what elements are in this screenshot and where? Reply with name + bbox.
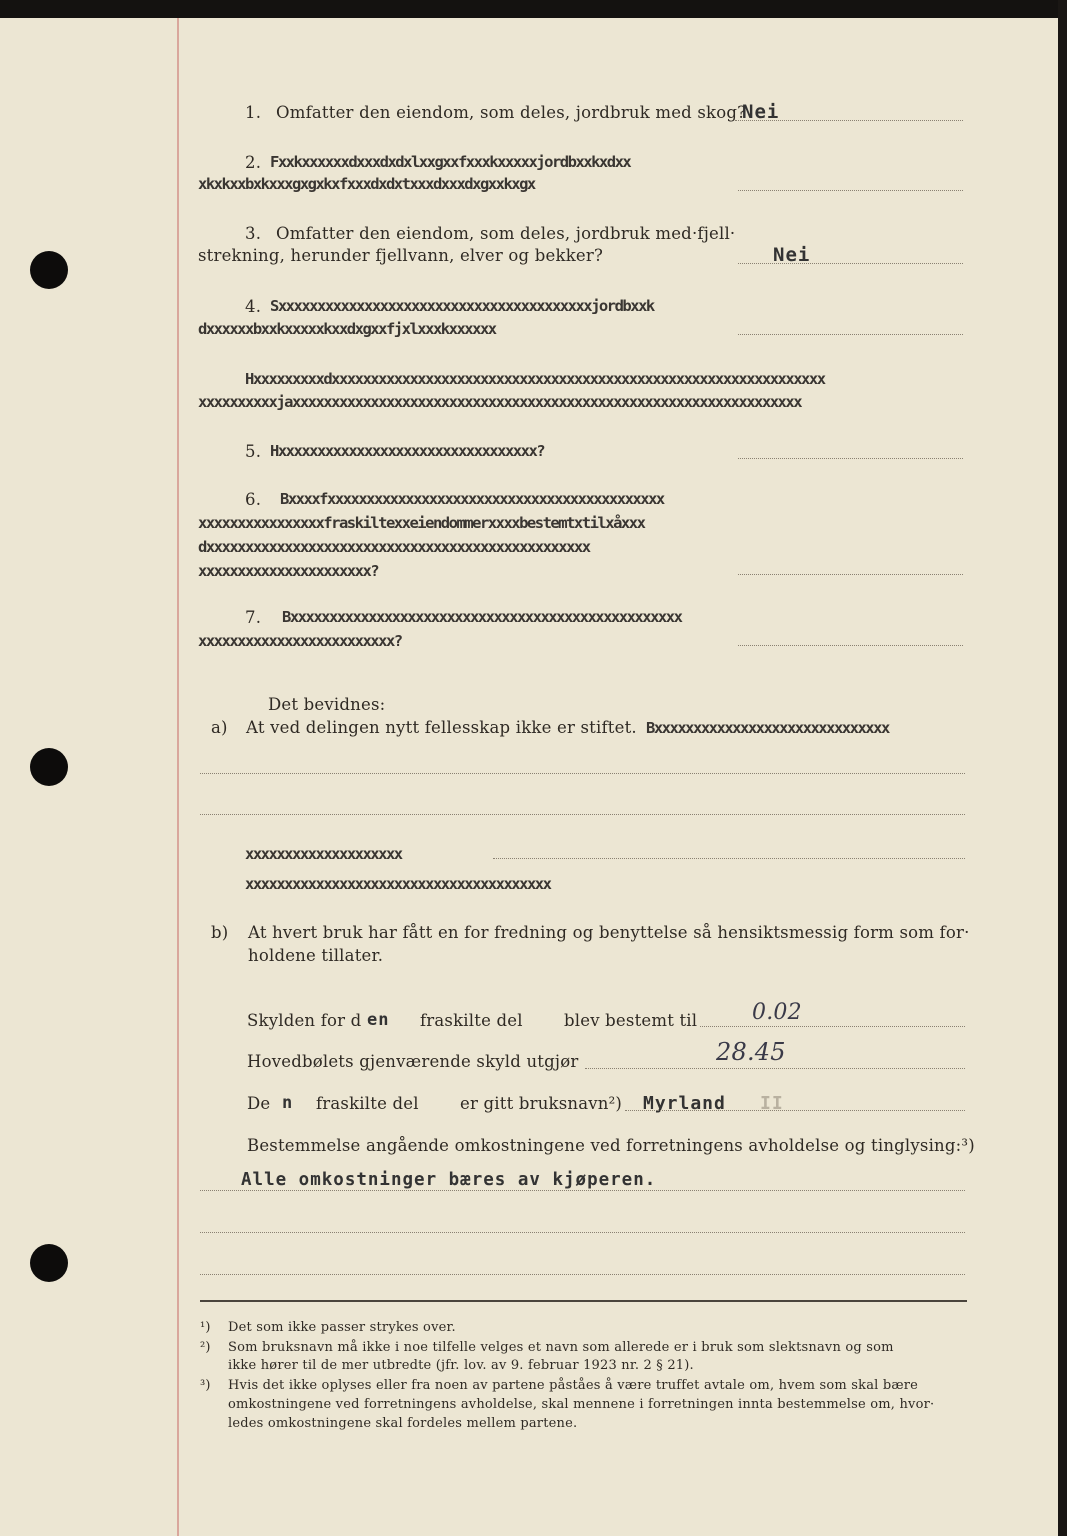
q6-struck-line2: xxxxxxxxxxxxxxxxfraskiltexxeiendommerxxxxbestemtxtilxåxxx	[198, 514, 645, 532]
skylden-typed: en	[367, 1010, 390, 1030]
skylden-value: 0.02	[752, 1000, 802, 1025]
q6-number: 6.	[245, 490, 262, 509]
q7-number: 7.	[245, 608, 262, 627]
bruksnavn-line	[625, 1110, 965, 1111]
margin-line	[177, 18, 179, 1536]
note-struck-line1: Hxxxxxxxxxdxxxxxxxxxxxxxxxxxxxxxxxxxxxxxxxxxxxxxxxxxxxxxxxxxxxxxxxxxxxxxxx	[245, 370, 825, 388]
item-b-line1: At hvert bruk har fått en for fredning og benyttelse så hensiktsmessig form som for·	[248, 923, 970, 942]
q6-answer-line	[738, 574, 963, 575]
punch-hole-top	[30, 251, 68, 289]
blank-line-2	[200, 814, 965, 815]
q4-answer-line	[738, 334, 963, 335]
bruksnavn-part1: De	[247, 1094, 271, 1113]
struck-line-a2: xxxxxxxxxxxxxxxxxxxxxxxxxxxxxxxxxxxxxxx	[245, 875, 551, 893]
blank-line-3	[493, 858, 965, 859]
scan-right-edge	[1058, 0, 1067, 1536]
footnote-2-line2: ikke hører til de mer utbredte (jfr. lov. av 9. februar 1923 nr. 2 § 21).	[228, 1358, 694, 1373]
item-a-struck: Bxxxxxxxxxxxxxxxxxxxxxxxxxxxxxx	[646, 719, 889, 737]
footnote-separator	[200, 1300, 967, 1302]
q6-struck-line4: xxxxxxxxxxxxxxxxxxxxxx?	[198, 562, 379, 580]
blank-line-1	[200, 773, 965, 774]
q7-struck-line2: xxxxxxxxxxxxxxxxxxxxxxxxx?	[198, 632, 402, 650]
bestemmelse-line-2	[200, 1232, 965, 1233]
q1-text: Omfatter den eiendom, som deles, jordbruk med skog?	[276, 103, 747, 122]
q4-struck-line1: Sxxxxxxxxxxxxxxxxxxxxxxxxxxxxxxxxxxxxxxxxjordbxxk	[270, 297, 654, 315]
q7-answer-line	[738, 645, 963, 646]
footnote-1-mark: ¹)	[200, 1320, 211, 1335]
bruksnavn-suffix: II	[760, 1093, 784, 1114]
q2-struck-line1: Fxxkxxxxxxdxxxdxdxlxxgxxfxxxkxxxxxjordbxxkxdxx	[270, 153, 631, 171]
bruksnavn-value: Myrland	[643, 1093, 726, 1114]
skylden-label-part3: blev bestemt til	[564, 1011, 698, 1030]
scan-top-edge	[0, 0, 1067, 18]
q4-number: 4.	[245, 297, 262, 316]
item-a-text: At ved delingen nytt fellesskap ikke er stiftet.	[246, 718, 637, 737]
hovedbol-line	[585, 1068, 965, 1069]
q1-number: 1.	[245, 103, 262, 122]
q5-struck-text: Hxxxxxxxxxxxxxxxxxxxxxxxxxxxxxxxxx?	[270, 442, 545, 460]
footnote-2-mark: ²)	[200, 1340, 211, 1355]
bruksnavn-part3: er gitt bruksnavn²)	[460, 1094, 623, 1113]
q7-struck-line1: Bxxxxxxxxxxxxxxxxxxxxxxxxxxxxxxxxxxxxxxxxxxxxxxxxxx	[282, 608, 682, 626]
bestemmelse-line-1	[200, 1190, 965, 1191]
footnote-3-line1: Hvis det ikke oplyses eller fra noen av partene påståes å være truffet avtale om, hvem som skal bære	[228, 1378, 919, 1393]
punch-hole-middle	[30, 748, 68, 786]
skylden-label-part1: Skylden for d	[247, 1011, 362, 1030]
bevidnes-heading: Det bevidnes:	[268, 695, 386, 714]
bestemmelse-value: Alle omkostninger bæres av kjøperen.	[241, 1170, 657, 1190]
q1-answer-line	[735, 120, 963, 121]
footnote-3-line3: ledes omkostningene skal fordeles mellem partene.	[228, 1416, 578, 1431]
q2-answer-line	[738, 190, 963, 191]
hovedbol-value: 28.45	[716, 1038, 786, 1066]
item-a-label: a)	[211, 718, 228, 737]
note-struck-line2: xxxxxxxxxxjaxxxxxxxxxxxxxxxxxxxxxxxxxxxxxxxxxxxxxxxxxxxxxxxxxxxxxxxxxxxxxxxxx	[198, 393, 802, 411]
bestemmelse-line-3	[200, 1274, 965, 1275]
q1-answer: Nei	[742, 101, 780, 123]
q6-struck-line1: Bxxxxfxxxxxxxxxxxxxxxxxxxxxxxxxxxxxxxxxxxxxxxxxxx	[280, 490, 664, 508]
footnote-1-line1: Det som ikke passer strykes over.	[228, 1320, 456, 1335]
q3-line1: Omfatter den eiendom, som deles, jordbruk med·fjell·	[276, 224, 736, 243]
q6-struck-line3: dxxxxxxxxxxxxxxxxxxxxxxxxxxxxxxxxxxxxxxxxxxxxxxxxx	[198, 538, 590, 556]
punch-hole-bottom	[30, 1244, 68, 1282]
q3-answer: Nei	[773, 244, 811, 266]
skylden-label-part2: fraskilte del	[420, 1011, 523, 1030]
footnote-3-line2: omkostningene ved forretningens avholdelse, skal mennene i forretningen innta bestemmelse om, hvor·	[228, 1397, 935, 1412]
q5-number: 5.	[245, 442, 262, 461]
bruksnavn-typed: n	[282, 1093, 294, 1113]
q2-number: 2.	[245, 153, 262, 172]
bestemmelse-label: Bestemmelse angående omkostningene ved forretningens avholdelse og tinglysing:³)	[247, 1136, 975, 1155]
item-b-label: b)	[211, 923, 229, 942]
q4-struck-line2: dxxxxxxbxxkxxxxxkxxdxgxxfjxlxxxkxxxxxx	[198, 320, 496, 338]
bruksnavn-part2: fraskilte del	[316, 1094, 419, 1113]
q3-answer-line	[738, 263, 963, 264]
q3-number: 3.	[245, 224, 262, 243]
q5-answer-line	[738, 458, 963, 459]
footnote-2-line1: Som bruksnavn må ikke i noe tilfelle velges et navn som allerede er i bruk som slektsnavn og som	[228, 1340, 894, 1355]
q3-line2: strekning, herunder fjellvann, elver og bekker?	[198, 246, 603, 265]
footnote-3-mark: ³)	[200, 1378, 211, 1393]
skylden-line	[700, 1026, 965, 1027]
q2-struck-line2: xkxkxxbxkxxxgxgxkxfxxxdxdxtxxxdxxxdxgxxkxgx	[198, 175, 535, 193]
hovedbol-label: Hovedbølets gjenværende skyld utgjør	[247, 1052, 579, 1071]
struck-line-a1: xxxxxxxxxxxxxxxxxxxx	[245, 845, 402, 863]
item-b-line2: holdene tillater.	[248, 946, 384, 965]
